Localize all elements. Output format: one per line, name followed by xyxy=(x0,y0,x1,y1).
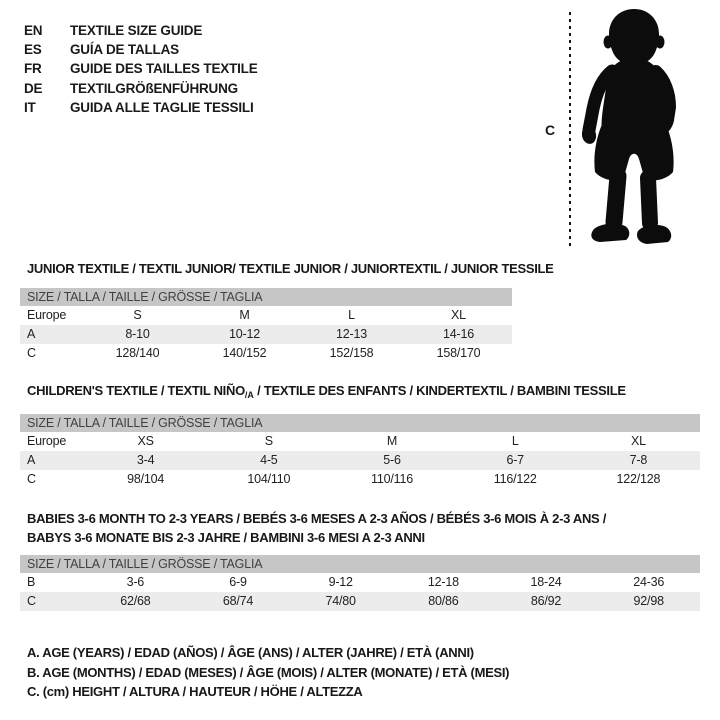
children-size-table xyxy=(20,414,700,489)
table-cell: 116/122 xyxy=(493,472,537,486)
language-label: TEXTILE SIZE GUIDE xyxy=(70,23,203,38)
language-row xyxy=(24,21,258,40)
table-row xyxy=(20,592,700,611)
table-cell: 14-16 xyxy=(443,327,474,341)
language-row xyxy=(24,40,258,59)
table-row xyxy=(20,306,512,325)
table-cell: 3-4 xyxy=(136,453,155,467)
heading-text: / TEXTILE DES ENFANTS / KINDERTEXTIL / BAMBINI TESSILE xyxy=(253,383,626,398)
table-cell: 12-13 xyxy=(336,327,367,341)
table-cell: 4-5 xyxy=(260,453,278,467)
language-row xyxy=(24,98,258,117)
table-row xyxy=(20,344,512,363)
table-cell: S xyxy=(264,434,273,448)
table-cell: 24-36 xyxy=(633,575,665,589)
language-list xyxy=(24,21,258,117)
footnotes xyxy=(27,643,509,702)
table-cell: 8-10 xyxy=(125,327,150,341)
table-cell: 3-6 xyxy=(126,575,145,589)
table-row xyxy=(20,432,700,451)
babies-section-heading xyxy=(27,509,606,547)
height-measure-label: C xyxy=(545,122,556,138)
table-cell: 7-8 xyxy=(629,453,648,467)
table-cell: 68/74 xyxy=(222,594,254,608)
table-cell: 18-24 xyxy=(530,575,562,589)
row-label: Europe xyxy=(27,308,67,322)
toddler-silhouette-icon xyxy=(582,8,686,248)
table-cell: 5-6 xyxy=(383,453,401,467)
table-cell: L xyxy=(511,434,519,448)
table-row xyxy=(20,325,512,344)
table-cell: 152/158 xyxy=(329,346,374,360)
language-label: GUIDE DES TAILLES TEXTILE xyxy=(70,61,258,77)
footnote-c: C. (cm) HEIGHT / ALTURA / HAUTEUR / HÖHE / ALTEZZA xyxy=(27,684,363,699)
table-cell: 10-12 xyxy=(229,327,260,341)
table-cell: XS xyxy=(137,434,154,448)
row-label: C xyxy=(27,594,36,608)
height-measure-dotted-line xyxy=(569,12,571,250)
table-cell: 92/98 xyxy=(633,594,664,608)
heading-line: BABIES 3-6 MONTH TO 2-3 YEARS / BEBÉS 3-6 MESES A 2-3 AÑOS / BÉBÉS 3-6 MOIS À 2-3 ANS / xyxy=(27,511,607,526)
language-label: GUÍA DE TALLAS xyxy=(70,42,179,58)
row-label: Europe xyxy=(27,434,67,448)
size-header-bar: SIZE / TALLA / TAILLE / GRÖSSE / TAGLIA xyxy=(20,414,700,432)
table-cell: 158/170 xyxy=(436,346,481,360)
table-cell: 140/152 xyxy=(222,346,267,360)
heading-subscript: /A xyxy=(244,390,254,400)
table-row xyxy=(20,573,700,592)
row-label: C xyxy=(27,472,36,486)
language-row xyxy=(24,79,258,98)
language-label: GUIDA ALLE TAGLIE TESSILI xyxy=(70,99,254,115)
table-cell: XL xyxy=(451,308,466,322)
table-cell: XL xyxy=(630,434,646,448)
size-header-bar: SIZE / TALLA / TAILLE / GRÖSSE / TAGLIA xyxy=(20,555,700,573)
table-cell: 104/110 xyxy=(247,472,291,486)
language-code: EN xyxy=(24,23,43,38)
children-section-heading xyxy=(27,383,626,400)
heading-line: BABYS 3-6 MONATE BIS 2-3 JAHRE / BAMBINI 3-6 MESI A 2-3 ANNI xyxy=(27,530,425,545)
language-row xyxy=(24,59,258,78)
table-cell: 9-12 xyxy=(328,575,353,589)
table-row xyxy=(20,451,700,470)
row-label: A xyxy=(27,327,36,341)
table-cell: S xyxy=(133,308,142,322)
language-code: ES xyxy=(24,42,42,58)
table-cell: 98/104 xyxy=(127,472,165,486)
table-cell: 6-7 xyxy=(506,453,524,467)
table-cell: 86/92 xyxy=(530,594,562,608)
language-code: FR xyxy=(24,61,42,77)
table-cell: 6-9 xyxy=(229,575,247,589)
table-row xyxy=(20,470,700,489)
table-cell: 122/128 xyxy=(616,472,661,486)
footnote-b: B. AGE (MONTHS) / EDAD (MESES) / ÂGE (MOIS) / ALTER (MONATE) / ETÀ (MESI) xyxy=(27,664,510,680)
junior-size-table xyxy=(20,288,512,363)
babies-size-table xyxy=(20,555,700,611)
table-cell: 12-18 xyxy=(427,575,459,589)
table-cell: M xyxy=(386,434,398,448)
table-cell: 110/116 xyxy=(371,472,413,486)
table-cell: L xyxy=(348,308,355,322)
row-label: A xyxy=(27,453,36,467)
table-cell: M xyxy=(239,308,250,322)
footnote-a: A. AGE (YEARS) / EDAD (AÑOS) / ÂGE (ANS) / ALTER (JAHRE) / ETÀ (ANNI) xyxy=(27,645,474,660)
heading-text: CHILDREN'S TEXTILE / TEXTIL NIÑO xyxy=(27,383,245,398)
table-cell: 128/140 xyxy=(115,346,160,360)
table-cell: 62/68 xyxy=(120,594,151,608)
junior-section-heading: JUNIOR TEXTILE / TEXTIL JUNIOR/ TEXTILE JUNIOR / JUNIORTEXTIL / JUNIOR TESSILE xyxy=(27,261,554,276)
size-header-bar: SIZE / TALLA / TAILLE / GRÖSSE / TAGLIA xyxy=(20,288,512,306)
language-code: DE xyxy=(24,80,43,96)
table-cell: 74/80 xyxy=(325,594,356,608)
row-label: C xyxy=(27,346,36,360)
row-label: B xyxy=(27,575,36,589)
language-label: TEXTILGRÖßENFÜHRUNG xyxy=(70,80,238,96)
table-cell: 80/86 xyxy=(428,594,459,608)
language-code: IT xyxy=(24,99,36,115)
